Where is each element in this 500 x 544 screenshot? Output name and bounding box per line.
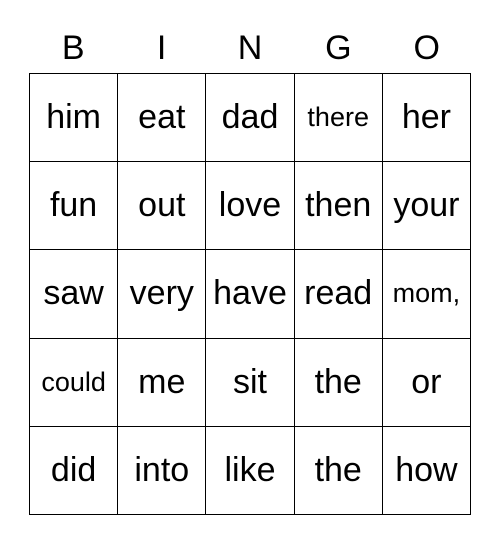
bingo-cell[interactable]: have	[206, 250, 294, 338]
bingo-cell[interactable]: eat	[118, 74, 206, 162]
bingo-cell[interactable]: then	[295, 162, 383, 250]
bingo-cell[interactable]: me	[118, 339, 206, 427]
bingo-cell[interactable]: could	[30, 339, 118, 427]
bingo-board	[29, 73, 471, 515]
bingo-cell[interactable]: dad	[206, 74, 294, 162]
bingo-cell[interactable]: read	[295, 250, 383, 338]
header-letter-n: N	[237, 29, 263, 67]
bingo-cell[interactable]: fun	[30, 162, 118, 250]
bingo-header	[29, 24, 471, 72]
bingo-cell[interactable]: out	[118, 162, 206, 250]
bingo-cell[interactable]: how	[383, 427, 471, 515]
bingo-cell[interactable]: mom,	[383, 250, 471, 338]
bingo-cell[interactable]: very	[118, 250, 206, 338]
bingo-cell[interactable]: love	[206, 162, 294, 250]
bingo-cell[interactable]: there	[295, 74, 383, 162]
bingo-cell[interactable]: sit	[206, 339, 294, 427]
bingo-cell[interactable]: into	[118, 427, 206, 515]
header-letter-g: G	[325, 29, 352, 67]
bingo-cell[interactable]: her	[383, 74, 471, 162]
bingo-cell[interactable]: your	[383, 162, 471, 250]
bingo-cell[interactable]: the	[295, 427, 383, 515]
header-letter-b: B	[61, 29, 85, 67]
header-letter-i: I	[156, 29, 167, 67]
bingo-cell[interactable]: him	[30, 74, 118, 162]
bingo-cell[interactable]: like	[206, 427, 294, 515]
header-letter-o: O	[413, 29, 440, 67]
bingo-cell[interactable]: the	[295, 339, 383, 427]
bingo-cell[interactable]: saw	[30, 250, 118, 338]
bingo-cell[interactable]: did	[30, 427, 118, 515]
bingo-cell[interactable]: or	[383, 339, 471, 427]
